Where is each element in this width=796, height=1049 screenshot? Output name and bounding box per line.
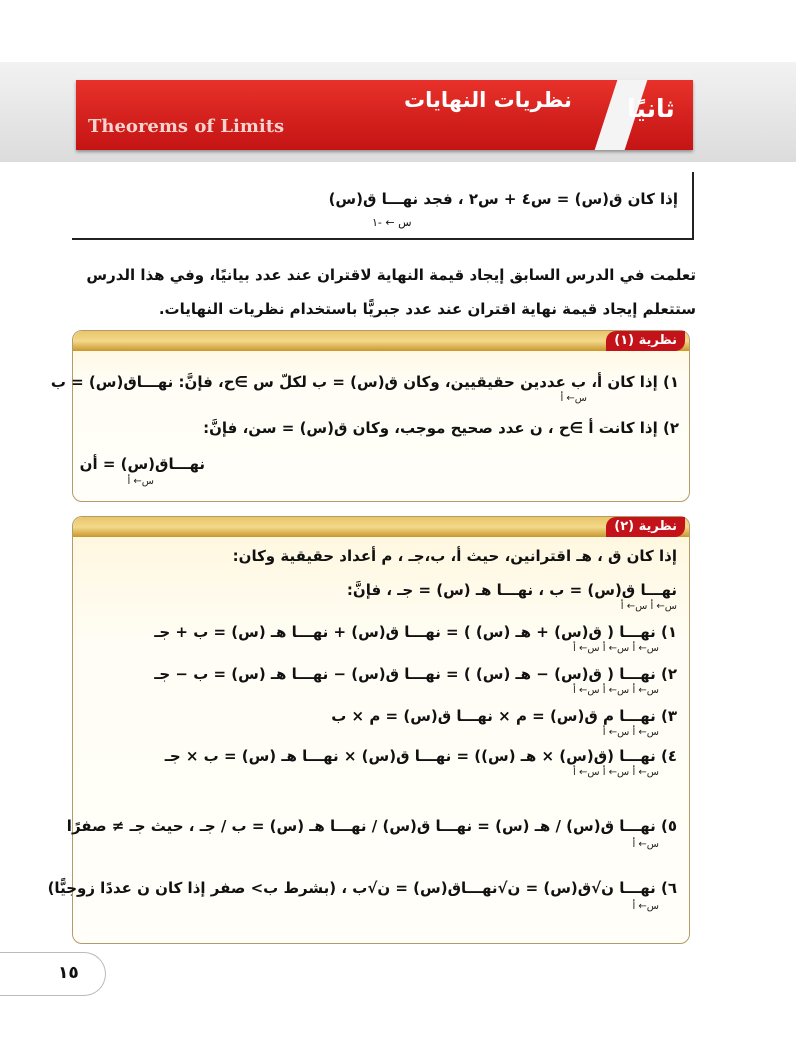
theorem-2-line-sub: س← أ س← أ س← أ [573, 643, 659, 654]
theorem-1-item: نهـــاق(س) = أن [79, 455, 205, 473]
theorem-2-tag: نظرية (٢) [606, 517, 685, 537]
theorem-2-line-sub: س← أ س← أ س← أ [573, 685, 659, 696]
theorem-2-bar [73, 517, 689, 537]
theorem-2-line: ٦) نهـــا ن√ق(س) = ن√نهـــاق(س) = ن√ب ، (بشرط ب> صفر إذا كان ن عددًا زوجيًّا) [47, 879, 677, 897]
question-text: إذا كان ق(س) = س٤ + س٢ ، فجد نهـــا ق(س) [328, 190, 678, 208]
theorem-1-item-sub: س← أ [127, 476, 154, 487]
section-label: ثانيًا [627, 94, 675, 123]
theorem-2-line-sub: س← أ [632, 839, 659, 850]
theorem-1-item: ٢) إذا كانت أ ∋ح ، ن عدد صحيح موجب، وكان ق(س) = سن، فإنَّ: [203, 419, 679, 437]
theorem-2-box [47, 516, 690, 944]
theorem-2-line: ٤) نهـــا (ق(س) × هـ (س)) = نهـــا ق(س) × نهـــا هـ (س) = ب × جـ [164, 747, 677, 765]
section-title-arabic: نظريات النهايات [404, 88, 572, 112]
theorem-2-line: ٣) نهـــا م ق(س) = م × نهـــا ق(س) = م × ب [331, 707, 677, 725]
theorem-2-line-sub: س← أ س← أ س← أ [573, 767, 659, 778]
theorem-2-line: نهـــا ق(س) = ب ، نهـــا هـ (س) = جـ ، فإنَّ: [346, 581, 677, 599]
theorem-2-line: ١) نهـــا ( ق(س) + هـ (س) ) = نهـــا ق(س) + نهـــا هـ (س) = ب + جـ [154, 623, 677, 641]
theorem-1-tag: نظرية (١) [606, 331, 685, 351]
theorem-2-line-sub: س← أ [632, 901, 659, 912]
theorem-2-line: إذا كان ق ، هـ اقترانين، حيث أ، ب،جـ ، م أعداد حقيقية وكان: [232, 547, 677, 565]
question-box [72, 172, 694, 240]
theorem-1-bar [73, 331, 689, 351]
theorem-2-line: ٢) نهـــا ( ق(س) − هـ (س) ) = نهـــا ق(س) − نهـــا هـ (س) = ب − جـ [154, 665, 677, 683]
theorem-2-line: ٥) نهـــا ق(س) / هـ (س) = نهـــا ق(س) / نهـــا هـ (س) = ب / جـ ، حيث جـ ≠ صفرًا [66, 817, 677, 835]
theorem-1-box [50, 330, 690, 502]
theorem-2-line-sub: س← أ س← أ [602, 727, 659, 738]
section-title-english: Theorems of Limits [88, 116, 285, 137]
theorem-2-line-sub: س← أ س← أ [620, 601, 677, 612]
theorem-1-item-sub: س← أ [560, 393, 587, 404]
section-header [76, 80, 693, 150]
intro-paragraph: تعلمت في الدرس السابق إيجاد قيمة النهاية لاقتران عند عدد بيانيًا، وفي هذا الدرس ستتعلم إيجاد قيمة نهاية اقتران عند عدد جبريًّا باستخدام نظريات النهايات. [86, 266, 696, 318]
question-limit-sub: س ← -١ [372, 216, 412, 229]
page-number: ١٥ [58, 963, 79, 983]
theorem-1-item: ١) إذا كان أ، ب عددين حقيقيين، وكان ق(س) = ب لكلّ س ∋ح، فإنَّ: نهـــاق(س) = ب [50, 373, 679, 391]
page-number-tab [0, 952, 106, 996]
